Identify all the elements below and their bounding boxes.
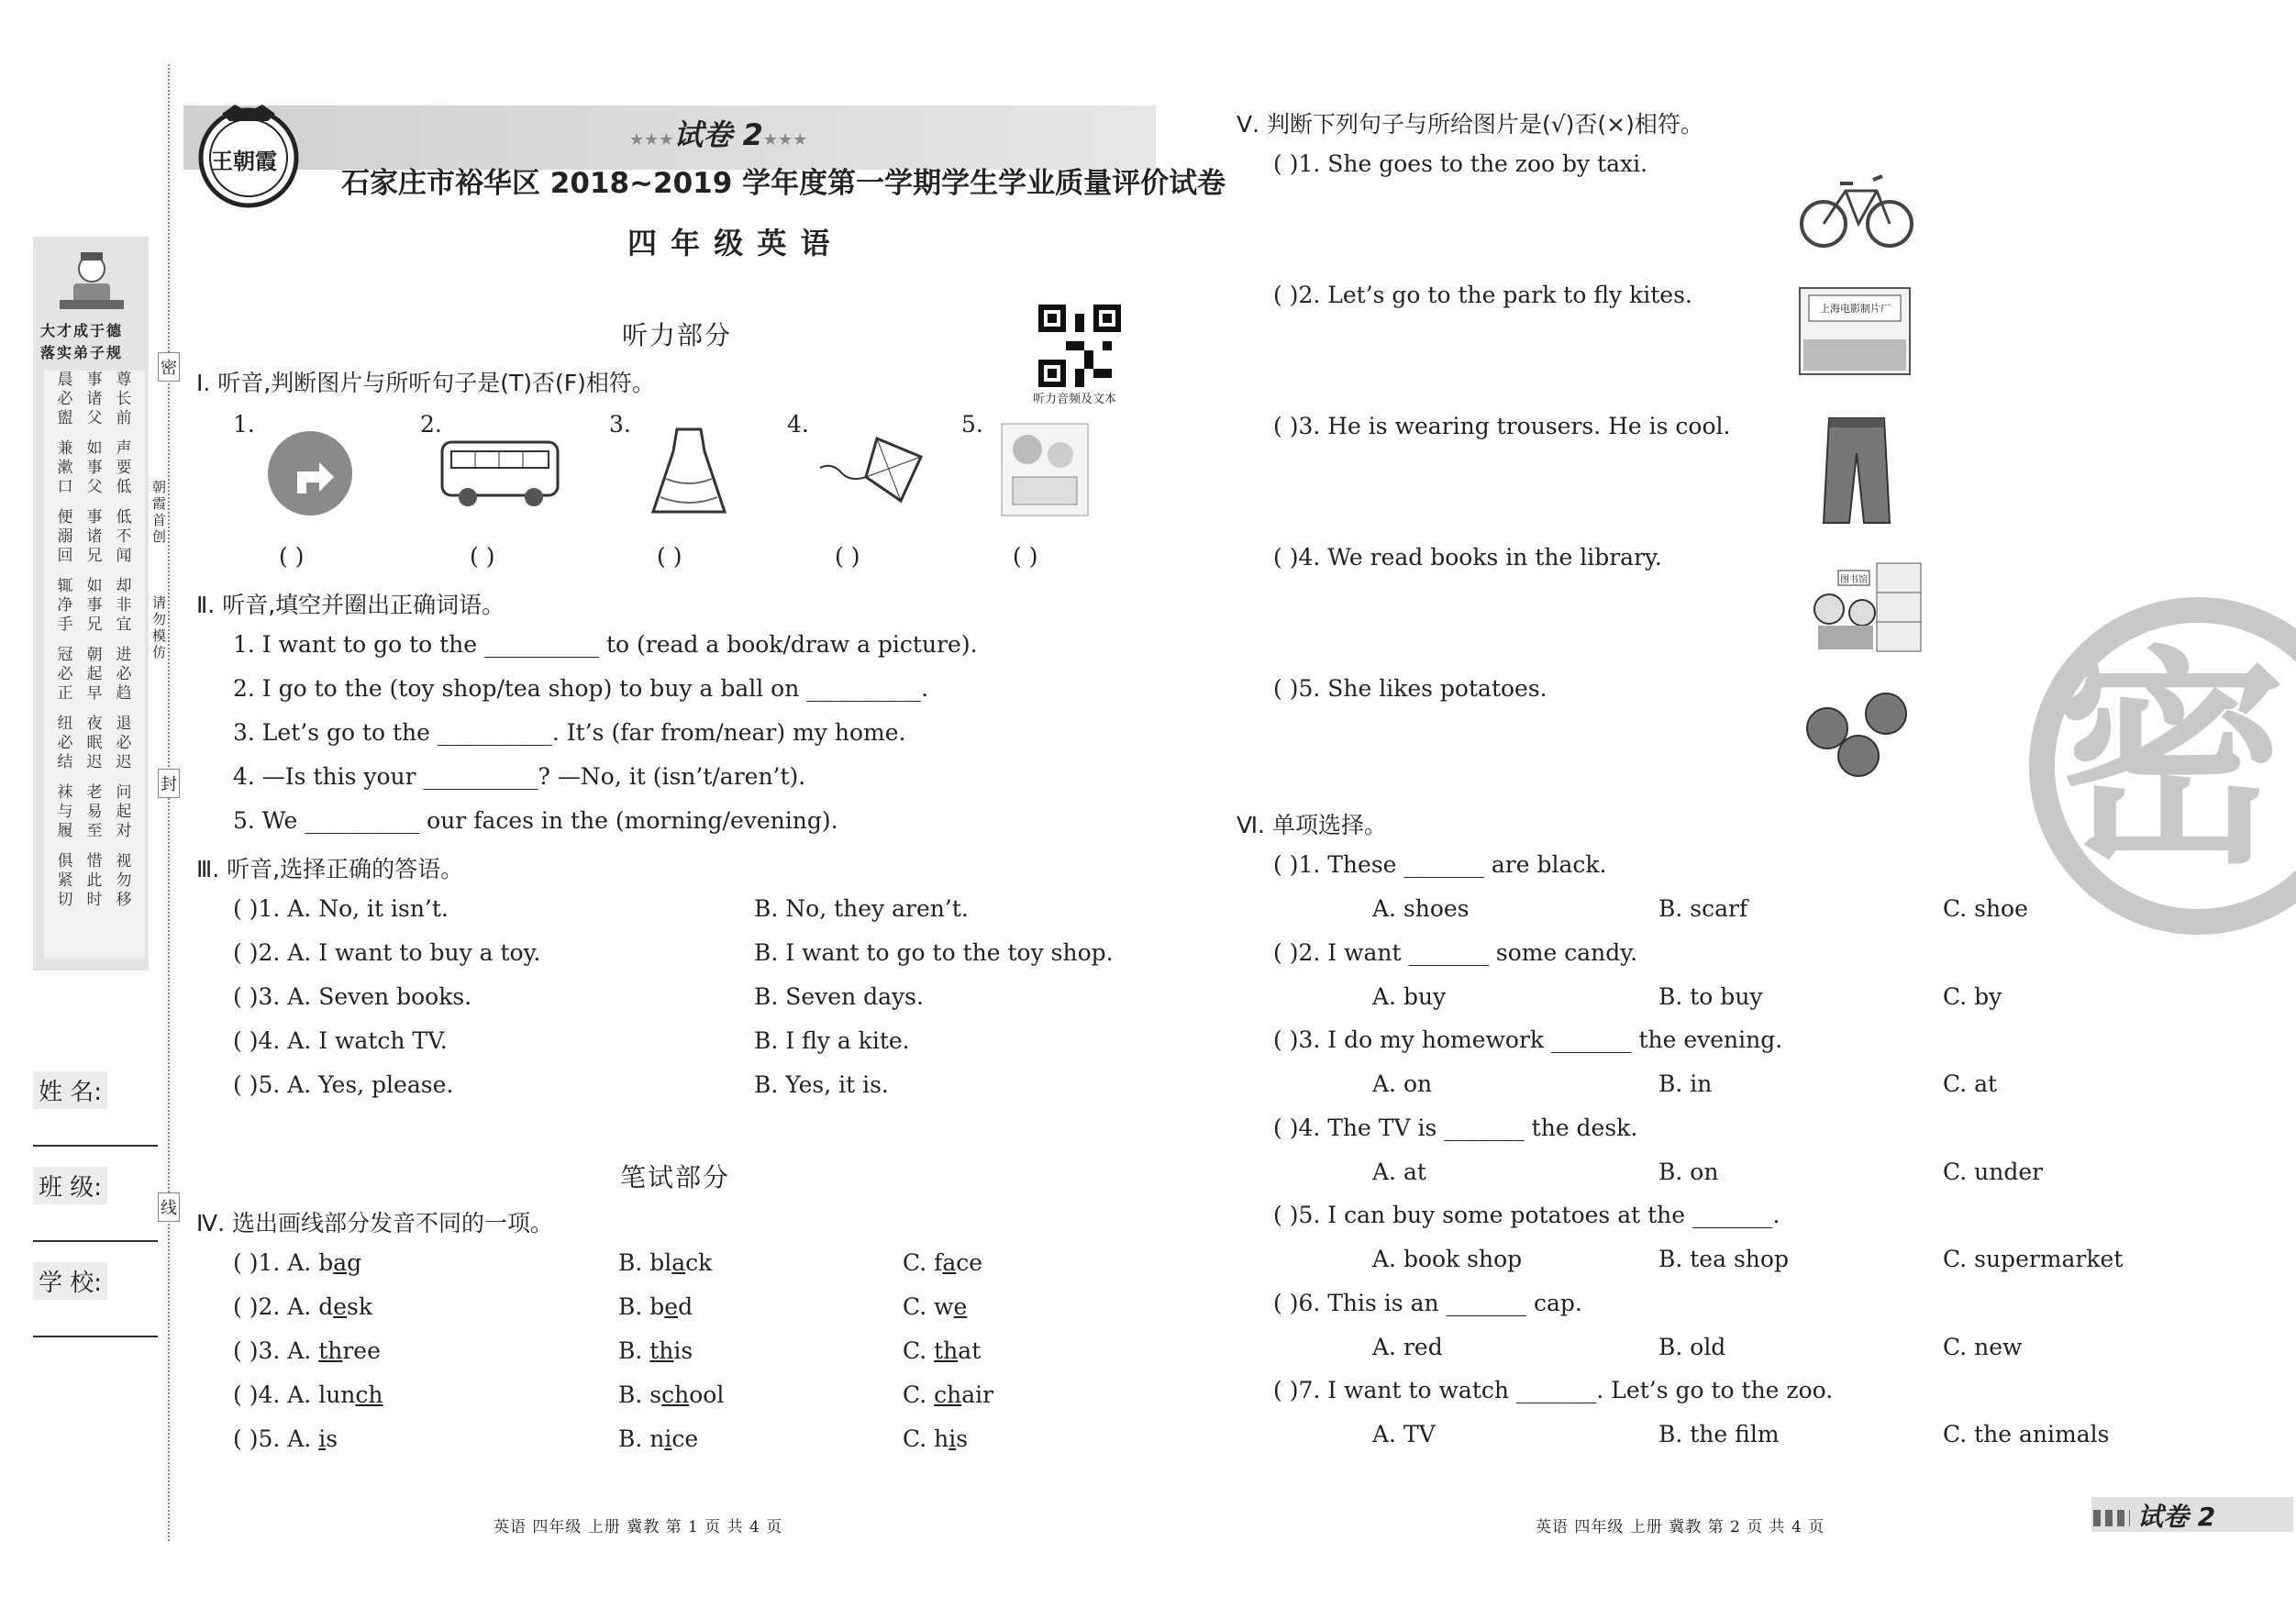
phonics-item-2[interactable] [233, 1293, 372, 1320]
classics-char: 问 [116, 783, 132, 802]
listening-section-title: 听力部分 [622, 320, 733, 350]
response-item-2-b: B. I want to go to the toy shop. [754, 939, 1114, 966]
classics-char: 正 [57, 684, 73, 703]
school-field[interactable] [33, 1336, 158, 1337]
response-item-3-b: B. Seven days. [754, 983, 924, 1010]
phonics-option-c [903, 1425, 968, 1452]
choice-item-5[interactable]: ( )5. I can buy some potatoes at the _______. [1273, 1202, 1780, 1228]
judge-item-5[interactable]: ( )5. She likes potatoes. [1273, 675, 1547, 702]
corner-series-label: 试卷 2 [2137, 1502, 2216, 1532]
classics-char: 如 [86, 439, 103, 458]
classics-char: 辄 [57, 577, 73, 595]
response-item-3[interactable]: ( )3. A. Seven books. [233, 983, 472, 1010]
choice-item-6[interactable]: ( )6. This is an _______ cap. [1273, 1289, 1582, 1316]
pic-number-5: 5. [961, 411, 983, 438]
classics-char: 前 [116, 409, 132, 427]
phonics-option-b [618, 1381, 724, 1408]
phonics-stem: ( )5. A. [233, 1425, 319, 1452]
phonics-option-b [618, 1249, 712, 1276]
section-3-title: Ⅲ. 听音,选择正确的答语。 [196, 856, 464, 882]
name-field[interactable] [33, 1145, 158, 1147]
notice-vertical-text: 请勿模仿 [152, 594, 167, 660]
word-part: C. w [903, 1293, 954, 1320]
classics-char: 易 [86, 803, 103, 821]
choice-option-a: A. at [1372, 1158, 1426, 1185]
classics-char: 事 [86, 508, 103, 527]
word-part: is [673, 1337, 693, 1364]
underlined-letters: i [318, 1425, 327, 1452]
choice-option-a: A. on [1372, 1070, 1433, 1097]
underlined-letters: a [942, 1249, 957, 1276]
underlined-letters: a [333, 1249, 348, 1276]
answer-bracket-4[interactable]: ( ) [835, 543, 860, 570]
word-part: B. bl [618, 1249, 672, 1276]
logo-emblem [194, 101, 303, 209]
choice-option-b: B. the film [1658, 1421, 1780, 1447]
choice-option-a: A. TV [1372, 1421, 1436, 1447]
classics-char: 闻 [116, 547, 132, 565]
classics-char: 漱 [57, 459, 73, 477]
judge-item-1[interactable]: ( )1. She goes to the zoo by taxi. [1273, 150, 1648, 177]
word-part: sk [347, 1293, 372, 1320]
phonics-stem: ( )3. A. [233, 1337, 319, 1364]
fill-item-3[interactable]: 3. Let’s go to the __________. It’s (far from/near) my home. [233, 719, 906, 746]
response-item-5-b: B. Yes, it is. [754, 1071, 889, 1098]
cinema-sign-text: 上海电影制片厂 [1820, 303, 1891, 315]
watermark-char: 密 [2057, 627, 2286, 894]
phonics-item-1[interactable] [233, 1249, 361, 1276]
park-scene-picture [1000, 422, 1090, 521]
choice-option-b: B. to buy [1658, 982, 1763, 1010]
choice-item-4[interactable]: ( )4. The TV is _______ the desk. [1273, 1114, 1638, 1141]
bus-picture [438, 435, 563, 516]
sidebar-classics-text [44, 371, 145, 958]
response-item-1[interactable]: ( )1. A. No, it isn’t. [233, 895, 449, 922]
word-part: ool [689, 1381, 725, 1408]
choice-option-b: B. old [1658, 1333, 1726, 1360]
choice-option-b: B. tea shop [1658, 1246, 1789, 1272]
classics-char: 父 [86, 478, 103, 496]
written-section-title: 笔试部分 [620, 1162, 731, 1192]
classics-char: 盥 [57, 409, 73, 427]
classics-char: 必 [57, 734, 73, 752]
classics-char: 眠 [86, 734, 103, 752]
classics-char: 兄 [86, 547, 103, 565]
phonics-stem: ( )4. A. [233, 1381, 319, 1408]
classics-char: 勿 [116, 871, 132, 890]
classics-char: 紧 [57, 871, 73, 890]
potatoes-picture [1803, 690, 1913, 785]
binding-seal-mark-2: 封 [158, 769, 180, 798]
phonics-option-c [903, 1337, 981, 1364]
classics-char: 必 [57, 665, 73, 683]
cinema-picture [1798, 286, 1912, 380]
classics-char: 必 [116, 734, 132, 752]
binding-seal-mark: 密 [158, 352, 180, 382]
classics-char: 宜 [116, 616, 132, 634]
choice-item-2[interactable]: ( )2. I want _______ some candy. [1273, 938, 1638, 966]
word-part: B. b [618, 1293, 665, 1320]
brand-vertical-text: 朝霞首创 [152, 479, 167, 545]
choice-option-a: A. book shop [1372, 1246, 1523, 1272]
response-item-4-b: B. I fly a kite. [754, 1027, 910, 1054]
classics-char: 兼 [57, 439, 73, 458]
answer-bracket-1[interactable]: ( ) [279, 543, 305, 570]
section-5-title: Ⅴ. 判断下列句子与所给图片是(√)否(×)相符。 [1237, 111, 1703, 138]
classics-char: 口 [57, 478, 73, 496]
section-2-title: Ⅱ. 听音,填空并圈出正确词语。 [196, 592, 505, 618]
judge-item-4[interactable]: ( )4. We read books in the library. [1273, 544, 1662, 571]
pic-number-2: 2. [420, 411, 442, 438]
word-part: C. [903, 1381, 935, 1408]
underlined-letters: ch [934, 1381, 962, 1408]
choice-option-c: C. by [1943, 982, 2002, 1010]
classics-char: 晨 [57, 371, 73, 389]
classics-char: 声 [116, 439, 132, 458]
pic-number-3: 3. [609, 411, 631, 438]
underlined-letters: th [649, 1337, 674, 1364]
classics-char: 老 [86, 783, 103, 802]
classics-char: 时 [86, 891, 103, 909]
exam-title: 石家庄市裕华区 2018~2019 学年度第一学期学生学业质量评价试卷 [341, 167, 1226, 200]
choice-option-c: C. the animals [1943, 1421, 2110, 1447]
classics-char: 便 [57, 508, 73, 527]
kite-picture [813, 431, 932, 517]
choice-option-c: C. supermarket [1943, 1246, 2124, 1272]
classics-char: 溺 [57, 527, 73, 546]
classics-column-2 [81, 371, 108, 910]
phonics-item-5[interactable] [233, 1425, 338, 1452]
classics-char: 起 [116, 803, 132, 821]
classics-char: 结 [57, 753, 73, 771]
name-label: 姓 名: [33, 1071, 107, 1109]
fill-item-2[interactable]: 2. I go to the (toy shop/tea shop) to buy a ball on __________. [233, 675, 929, 702]
classics-char: 如 [86, 577, 103, 595]
fill-item-1[interactable]: 1. I want to go to the __________ to (read a book/draw a picture). [233, 631, 978, 658]
choice-item-7[interactable]: ( )7. I want to watch _______. Let’s go to the zoo. [1273, 1377, 1834, 1403]
classics-char: 惜 [86, 852, 103, 871]
classics-char: 低 [116, 508, 132, 527]
classics-char: 诸 [86, 390, 103, 408]
qr-code-icon[interactable] [1038, 305, 1121, 387]
phonics-stem: ( )2. A. [233, 1293, 319, 1320]
classics-char: 非 [116, 596, 132, 615]
classics-char: 早 [86, 684, 103, 703]
pic-number-4: 4. [787, 411, 809, 438]
word-part: s [956, 1425, 969, 1452]
answer-bracket-5[interactable]: ( ) [1013, 543, 1038, 570]
classics-char: 尊 [116, 371, 132, 389]
right-footer: 英语 四年级 上册 冀教 第 2 页 共 4 页 [1536, 1518, 1825, 1536]
word-part: C. h [903, 1425, 949, 1452]
subject-title: 四 年 级 英 语 [627, 226, 832, 261]
word-part: ce [671, 1425, 699, 1452]
classics-char: 履 [57, 822, 73, 840]
left-footer: 英语 四年级 上册 冀教 第 1 页 共 4 页 [494, 1518, 783, 1536]
classics-char: 迟 [116, 753, 132, 771]
classics-char: 却 [116, 577, 132, 595]
sidebar-motto-2: 落实弟子规 [40, 344, 124, 361]
section-4-title: Ⅳ. 选出画线部分发音不同的一项。 [196, 1210, 553, 1237]
underlined-letters: th [318, 1337, 343, 1364]
phonics-option-b [618, 1293, 693, 1320]
classics-char: 纽 [57, 715, 73, 733]
classics-char: 诸 [86, 527, 103, 546]
response-item-2[interactable]: ( )2. A. I want to buy a toy. [233, 939, 541, 966]
word-part: B. s [618, 1381, 662, 1408]
classics-char: 至 [86, 822, 103, 840]
underlined-letters: e [333, 1293, 348, 1320]
library-sign-text: 图书馆 [1840, 575, 1868, 585]
classics-char: 低 [116, 478, 132, 496]
choice-option-c: C. new [1943, 1333, 2023, 1360]
underlined-letters: ch [661, 1381, 690, 1408]
phonics-option-c [903, 1381, 993, 1408]
choice-item-1[interactable]: ( )1. These _______ are black. [1273, 851, 1607, 878]
classics-char: 手 [57, 616, 73, 634]
bicycle-picture [1798, 163, 1917, 259]
classics-char: 趋 [116, 684, 132, 703]
phonics-stem: ( )1. A. [233, 1249, 319, 1276]
phonics-item-4[interactable] [233, 1381, 383, 1408]
classics-char: 起 [86, 665, 103, 683]
word-part: B. n [618, 1425, 665, 1452]
classics-char: 进 [116, 646, 132, 664]
classics-char: 长 [116, 390, 132, 408]
choice-option-a: A. shoes [1372, 895, 1470, 922]
classics-char: 事 [86, 459, 103, 477]
phonics-option-b [618, 1337, 693, 1364]
word-part: B. [618, 1337, 650, 1364]
binding-line-mark: 线 [158, 1192, 180, 1222]
classics-char: 父 [86, 409, 103, 427]
choice-option-c: C. at [1943, 1070, 1998, 1097]
judge-item-3[interactable]: ( )3. He is wearing trousers. He is cool. [1273, 413, 1731, 439]
dress-picture [648, 424, 730, 523]
underlined-letters: i [664, 1425, 672, 1452]
response-item-1-b: B. No, they aren’t. [754, 895, 969, 922]
response-item-5[interactable]: ( )5. A. Yes, please. [233, 1071, 454, 1098]
word-part: b [318, 1249, 334, 1276]
pic-number-1: 1. [233, 411, 255, 438]
choice-option-a: A. red [1372, 1333, 1443, 1360]
section-1-title: Ⅰ. 听音,判断图片与所听句子是(T)否(F)相符。 [196, 370, 655, 396]
word-part: d [318, 1293, 334, 1320]
classics-char: 迟 [86, 753, 103, 771]
classics-char: 退 [116, 715, 132, 733]
scholar-figure-icon [46, 243, 138, 321]
school-label: 学 校: [33, 1262, 107, 1300]
word-part: air [961, 1381, 994, 1408]
classics-char: 必 [116, 665, 132, 683]
choice-option-a: A. buy [1372, 982, 1447, 1010]
classics-char: 事 [86, 596, 103, 615]
classics-char: 视 [116, 852, 132, 871]
underlined-letters: ch [355, 1381, 383, 1408]
choice-option-c: C. under [1943, 1158, 2044, 1185]
classics-char: 回 [57, 547, 73, 565]
trousers-picture [1820, 415, 1893, 530]
classics-column-3 [110, 371, 138, 910]
classics-char: 必 [57, 390, 73, 408]
choice-item-3[interactable]: ( )3. I do my homework _______ the evening. [1273, 1026, 1783, 1053]
turn-right-sign-picture [266, 429, 354, 521]
class-field[interactable] [33, 1240, 158, 1242]
binding-line [168, 64, 170, 1541]
classics-char: 此 [86, 871, 103, 890]
sidebar-motto-1: 大才成于德 [40, 322, 124, 339]
classics-char: 不 [116, 527, 132, 546]
classics-char: 朝 [86, 646, 103, 664]
word-part: lun [318, 1381, 356, 1408]
judge-item-2[interactable]: ( )2. Let’s go to the park to fly kites. [1273, 282, 1692, 308]
classics-char: 净 [57, 596, 73, 615]
classics-char: 事 [86, 371, 103, 389]
section-6-title: Ⅵ. 单项选择。 [1237, 812, 1387, 838]
fill-item-5[interactable]: 5. We __________ our faces in the (morning/evening). [233, 807, 838, 834]
phonics-option-b [618, 1425, 698, 1452]
phonics-item-3[interactable] [233, 1337, 381, 1364]
word-part: s [326, 1425, 338, 1452]
secret-watermark [2024, 587, 2296, 945]
word-part: C. [903, 1337, 935, 1364]
classics-char: 袜 [57, 783, 73, 802]
word-part: d [678, 1293, 693, 1320]
fill-item-4[interactable]: 4. —Is this your __________? —No, it (isn’t/aren’t). [233, 763, 806, 790]
word-part: ree [342, 1337, 381, 1364]
choice-option-c: C. shoe [1943, 895, 2028, 922]
classics-char: 移 [116, 891, 132, 909]
classics-char: 夜 [86, 715, 103, 733]
word-part: ce [956, 1249, 983, 1276]
underlined-letters: e [664, 1293, 679, 1320]
classics-char: 对 [116, 822, 132, 840]
word-part: at [958, 1337, 982, 1364]
classics-char: 俱 [57, 852, 73, 871]
phonics-option-c [903, 1249, 982, 1276]
underlined-letters: a [671, 1249, 686, 1276]
series-badge: ★★★试卷 2★★★ [629, 117, 808, 152]
class-label: 班 级: [33, 1167, 107, 1204]
underlined-letters: i [948, 1425, 957, 1452]
answer-bracket-2[interactable]: ( ) [470, 543, 495, 570]
underlined-letters: th [934, 1337, 959, 1364]
classics-char: 与 [57, 803, 73, 821]
corner-squares [2093, 1510, 2130, 1526]
classics-char: 要 [116, 459, 132, 477]
library-picture [1802, 560, 1924, 659]
logo-text: 王朝霞 [211, 148, 277, 174]
classics-char: 冠 [57, 646, 73, 664]
qr-caption: 听力音频及文本 [1033, 393, 1117, 406]
choice-option-b: B. scarf [1658, 895, 1748, 922]
choice-option-b: B. on [1658, 1158, 1719, 1185]
underlined-letters: e [953, 1293, 968, 1320]
classics-char: 兄 [86, 616, 103, 634]
phonics-option-c [903, 1293, 967, 1320]
answer-bracket-3[interactable]: ( ) [657, 543, 682, 570]
word-part: C. f [903, 1249, 943, 1276]
word-part: g [347, 1249, 362, 1276]
choice-option-b: B. in [1658, 1070, 1713, 1097]
series-label: 试卷 2 [673, 117, 763, 152]
classics-char: 切 [57, 891, 73, 909]
response-item-4[interactable]: ( )4. A. I watch TV. [233, 1027, 448, 1054]
word-part: ck [685, 1249, 713, 1276]
classics-column-1 [51, 371, 79, 910]
